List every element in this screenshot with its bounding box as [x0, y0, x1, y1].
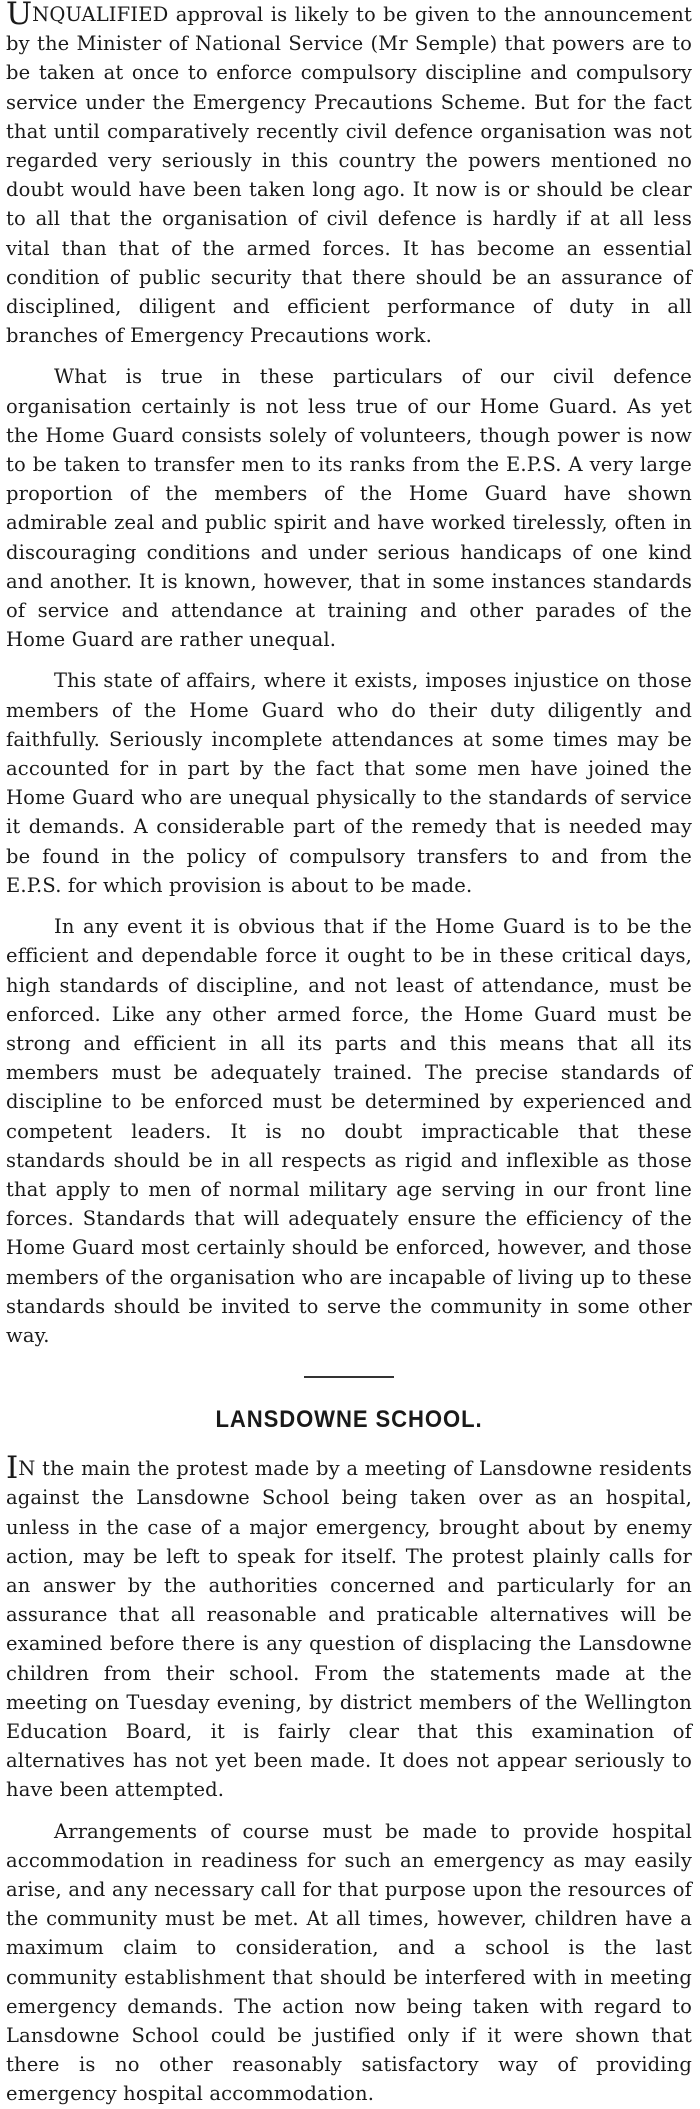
drop-cap: I [6, 1450, 19, 1487]
paragraph-text: NQUALIFIED approval is likely to be given to the announcement by the Minister of National Service (Mr Semple) that powers are to be taken at once to enforce compulsory discipline and compulsory service under the Emergency Precautions Scheme. But for the fact that until comparatively recently civil defence organisation was not regarded very seriously in this country the powers mentioned no doubt would have been taken long ago. It now is or should be clear to all that the organisation of civil defence is hardly if at all less vital than that of the armed forces. It has become an essential condition of public security that there should be an assurance of disciplined, diligent and efficient performance of duty in all branches of Emergency Precautions work. [6, 3, 692, 348]
editorial-lansdowne-school [6, 1404, 692, 2108]
newspaper-page [6, 0, 692, 2106]
paragraph-1 [6, 0, 692, 350]
paragraph-1 [6, 1450, 692, 1804]
paragraph-4: In any event it is obvious that if the Home Guard is to be the efficient and dependable force it ought to be in these critical days, high standards of discipline, and not least of attendance, must be enforced. Like any other armed force, the Home Guard must be strong and efficient in all its parts and this means that all its members must be adequately trained. The precise standards of discipline to be enforced must be determined by experienced and competent leaders. It is no doubt impracticable that these standards should be in all respects as rigid and inflexible as those that apply to men of normal military age serving in our front line forces. Standards that will adequately ensure the efficiency of the Home Guard most certainly should be enforced, however, and those members of the organisation who are incapable of living up to these standards should be invited to serve the community in some other way. [6, 915, 692, 1347]
paragraph-text: N the main the protest made by a meeting of Lansdowne residents against the Lansdowne School being taken over as an hospital, unless in the case of a major emergency, brought about by enemy action, may be left to speak for itself. The protest plainly calls for an answer by the authorities concerned and particularly for an assurance that all reasonable and praticable alternatives will be examined before there is any question of displacing the Lansdowne children from their school. From the statements made at the meeting on Tuesday evening, by district members of the Wellington Education Board, it is fairly clear that this examination of alternatives has not yet been made. It does not appear seriously to have been attempted. [6, 1457, 692, 1802]
drop-cap: U [6, 0, 33, 32]
paragraph-2: Arrangements of course must be made to provide hospital accommodation in readiness for such an emergency as may easily arise, and any necessary call for that purpose upon the resources of the community must be met. At all times, however, children have a maximum claim to consideration, and a school is the last community establishment that should be interfered with in meeting emergency demands. The action now being taken with regard to Lansdowne School could be justified only if it were shown that there is no other reasonably satisfactory way of providing emergency hospital accommodation. [6, 1819, 692, 2106]
paragraph-2: What is true in these particulars of our civil defence organisation certainly is not less true of our Home Guard. As yet the Home Guard consists solely of volunteers, though power is now to be taken to transfer men to its ranks from the E.P.S. A very large proportion of the members of the Home Guard have shown admirable zeal and public spirit and have worked tirelessly, often in discouraging conditions and under serious handicaps of one kind and another. It is known, however, that in some instances standards of service and attendance at training and other parades of the Home Guard are rather unequal. [6, 365, 692, 652]
section-heading: LANSDOWNE SCHOOL. [215, 1406, 483, 1434]
paragraph-3: This state of affairs, where it exists, imposes injustice on those members of the Home Guard who do their duty diligently and faithfully. Seriously incomplete attendances at some times may be accounted for in part by the fact that some men have joined the Home Guard who are unequal physically to the standards of service it demands. A considerable part of the remedy that is needed may be found in the policy of compulsory transfers to and from the E.P.S. for which provision is about to be made. [6, 669, 692, 897]
editorial-civil-defence [6, 0, 692, 1350]
section-divider [304, 1376, 394, 1378]
